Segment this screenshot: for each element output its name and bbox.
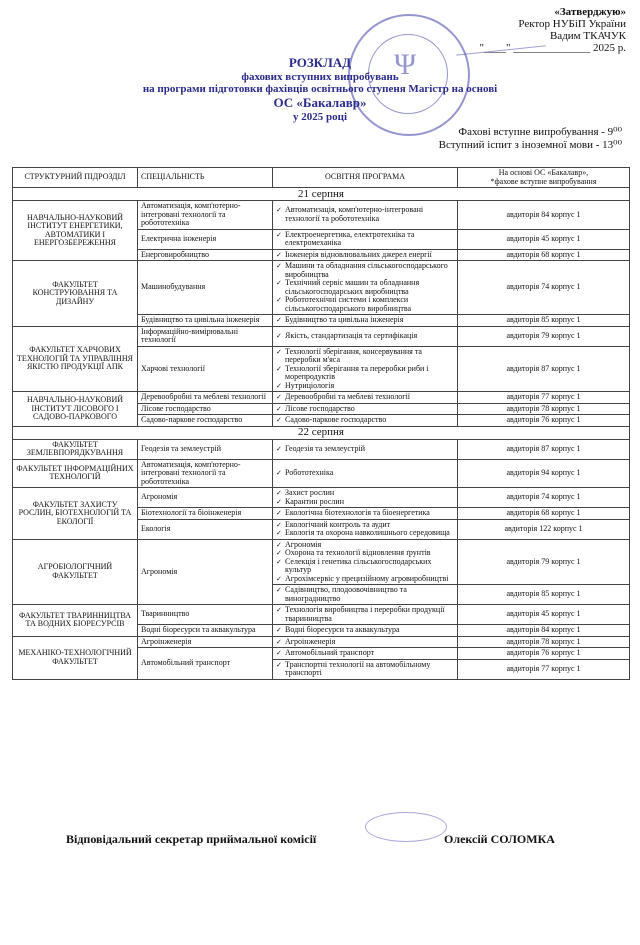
room-cell: авдиторія 68 корпус 1 (458, 249, 630, 261)
header-room-line1: На основі ОС «Бакалавр», (498, 168, 589, 177)
program-item: ✓ Охорона та технології відновлення ґрунтів (276, 549, 454, 558)
table-row (13, 488, 630, 508)
specialty-cell: Харчові технології (138, 346, 273, 392)
date-cell: 22 серпня (13, 426, 630, 439)
program-cell (273, 625, 458, 637)
specialty-cell: Лісове господарство (138, 403, 273, 415)
program-item: ✓ Екологія та охорона навколишнього середовища (276, 529, 454, 538)
trident-icon: Ψ (394, 48, 417, 81)
program-item: ✓ Нутриціологія (276, 382, 454, 391)
department-cell: АГРОБІОЛОГІЧНИЙ ФАКУЛЬТЕТ (13, 539, 138, 605)
schedule-table (12, 167, 630, 680)
program-item: ✓ Інженерія відновлювальних джерел енергії (276, 251, 454, 260)
room-cell: авдиторія 87 корпус 1 (458, 346, 630, 392)
room-cell: авдиторія 76 корпус 1 (458, 648, 630, 660)
room-cell: авдиторія 45 корпус 1 (458, 605, 630, 625)
room-cell: авдиторія 79 корпус 1 (458, 539, 630, 585)
department-cell: ФАКУЛЬТЕТ ЗЕМЛЕВПОРЯДКУВАННЯ (13, 439, 138, 459)
program-item: ✓ Карантин рослин (276, 498, 454, 507)
secretary-title: Відповідальний секретар приймальної комісії (66, 832, 317, 846)
program-cell (273, 636, 458, 648)
program-cell (273, 261, 458, 315)
room-cell: авдиторія 68 корпус 1 (458, 508, 630, 520)
table-row (13, 459, 630, 488)
room-cell: авдиторія 45 корпус 1 (458, 229, 630, 249)
approval-position: Ректор НУБіП України (518, 18, 626, 30)
specialty-cell: Будівництво та цивільна інженерія (138, 315, 273, 327)
title-line-5: у 2025 році (292, 111, 347, 123)
specialty-cell: Електрична інженерія (138, 229, 273, 249)
table-row (13, 636, 630, 648)
program-item: ✓ Автоматизація, комп'ютерно-інтегровані технології та робототехніка (276, 206, 454, 223)
specialty-cell: Машинобудування (138, 261, 273, 315)
room-cell: авдиторія 79 корпус 1 (458, 326, 630, 346)
approval-heading: «Затверджую» (554, 6, 626, 18)
room-cell: авдиторія 74 корпус 1 (458, 488, 630, 508)
room-cell: авдиторія 94 корпус 1 (458, 459, 630, 488)
program-cell (273, 249, 458, 261)
room-cell: авдиторія 122 корпус 1 (458, 519, 630, 539)
program-cell (273, 519, 458, 539)
program-cell (273, 201, 458, 230)
program-item: ✓ Агрономія (276, 541, 454, 550)
specialty-cell: Автоматизація, комп'ютерно-інтегровані технології та робототехніка (138, 459, 273, 488)
approval-name: Вадим ТКАЧУК (549, 30, 626, 42)
program-item: ✓ Деревообробні та меблеві технології (276, 393, 454, 402)
program-item: ✓ Захист рослин (276, 489, 454, 498)
program-item: ✓ Водні біоресурси та аквакультура (276, 626, 454, 635)
department-cell: НАВЧАЛЬНО-НАУКОВИЙ ІНСТИТУТ ЕНЕРГЕТИКИ, АВТОМАТИКИ І ЕНЕРГОЗБЕРЕЖЕННЯ (13, 201, 138, 261)
specialty-cell: Енерговиробництво (138, 249, 273, 261)
date-row (13, 426, 630, 439)
document-title (0, 55, 640, 123)
room-cell: авдиторія 76 корпус 1 (458, 415, 630, 427)
date-row (13, 188, 630, 201)
room-cell: авдиторія 84 корпус 1 (458, 625, 630, 637)
program-item: ✓ Агрохімсервіс у прецизійному агровиробництві (276, 575, 454, 584)
time-language: Вступний іспит з іноземної мови - 13⁰⁰ (438, 139, 622, 151)
room-cell: авдиторія 87 корпус 1 (458, 439, 630, 459)
specialty-cell: Автомобільний транспорт (138, 648, 273, 680)
program-item: ✓ Агроінженерія (276, 638, 454, 647)
department-cell: ФАКУЛЬТЕТ ТВАРИННИЦТВА ТА ВОДНИХ БІОРЕСУРСІВ (13, 605, 138, 637)
department-cell: ФАКУЛЬТЕТ ХАРЧОВИХ ТЕХНОЛОГІЙ ТА УПРАВЛІННЯ ЯКІСТЮ ПРОДУКЦІЇ АПК (13, 326, 138, 392)
header-specialty: СПЕЦІАЛЬНІСТЬ (138, 168, 273, 188)
specialty-cell: Екологія (138, 519, 273, 539)
program-cell (273, 508, 458, 520)
program-cell (273, 392, 458, 404)
room-cell: авдиторія 77 корпус 1 (458, 659, 630, 679)
approval-date: "____" ______________ 2025 р. (479, 42, 626, 54)
program-cell (273, 648, 458, 660)
program-cell (273, 229, 458, 249)
program-item: ✓ Екологічний контроль та аудит (276, 521, 454, 530)
program-item: ✓ Лісове господарство (276, 405, 454, 414)
program-cell (273, 488, 458, 508)
specialty-cell: Деревообробні та меблеві технології (138, 392, 273, 404)
header-program: ОСВІТНЯ ПРОГРАМА (273, 168, 458, 188)
specialty-cell: Садово-паркове господарство (138, 415, 273, 427)
program-cell (273, 415, 458, 427)
room-cell: авдиторія 74 корпус 1 (458, 261, 630, 315)
title-line-3: на програми підготовки фахівців освітнього ступеня Магістр на основі (142, 83, 498, 95)
table-row (13, 539, 630, 585)
specialty-cell: Інформаційно-вимірювальні технології (138, 326, 273, 346)
specialty-cell: Біотехнології та біоінженерія (138, 508, 273, 520)
program-item: ✓ Технічний сервіс машин та обладнання сільськогосподарських виробництва (276, 279, 454, 296)
program-item: ✓ Транспортні технології на автомобільному транспорті (276, 661, 454, 678)
secretary-name: Олексій СОЛОМКА (444, 832, 555, 846)
program-item: ✓ Садово-паркове господарство (276, 416, 454, 425)
program-item: ✓ Машини та обладнання сільськогосподарського виробництва (276, 262, 454, 279)
program-cell (273, 315, 458, 327)
program-item: ✓ Робототехнічні системи і комплекси сільськогосподарського виробництва (276, 296, 454, 313)
room-cell: авдиторія 78 корпус 1 (458, 636, 630, 648)
table-row (13, 605, 630, 625)
table-row (13, 326, 630, 346)
department-cell: НАВЧАЛЬНО-НАУКОВИЙ ІНСТИТУТ ЛІСОВОГО І САДОВО-ПАРКОВОГО (13, 392, 138, 427)
room-cell: авдиторія 78 корпус 1 (458, 403, 630, 415)
secretary-signature (365, 812, 447, 842)
program-cell (273, 439, 458, 459)
department-cell: ФАКУЛЬТЕТ КОНСТРУЮВАННЯ ТА ДИЗАЙНУ (13, 261, 138, 327)
program-item: ✓ Екологічна біотехнологія та біоенергетика (276, 509, 454, 518)
header-room-line2: *фахове вступне випробування (490, 176, 597, 186)
program-item: ✓ Технології зберігання, консервування та переробки м'яса (276, 348, 454, 365)
program-item: ✓ Садівництво, плодоовочівництво та виноградництво (276, 586, 454, 603)
specialty-cell: Тваринництво (138, 605, 273, 625)
specialty-cell: Агроінженерія (138, 636, 273, 648)
specialty-cell: Агрономія (138, 539, 273, 605)
specialty-cell: Автоматизація, комп'ютерно-інтегровані технології та робототехніка (138, 201, 273, 230)
room-cell: авдиторія 84 корпус 1 (458, 201, 630, 230)
date-cell: 21 серпня (13, 188, 630, 201)
program-item: ✓ Технології зберігання та переробки риби і морепродуктів (276, 365, 454, 382)
title-line-2: фахових вступних випробувань (241, 71, 399, 83)
title-main: РОЗКЛАД (288, 55, 352, 70)
room-cell: авдиторія 85 корпус 1 (458, 585, 630, 605)
table-header-row (13, 168, 630, 188)
program-item: ✓ Будівництво та цивільна інженерія (276, 316, 454, 325)
exam-times (439, 126, 622, 152)
room-cell: авдиторія 85 корпус 1 (458, 315, 630, 327)
title-line-4: ОС «Бакалавр» (273, 95, 367, 110)
specialty-cell: Агрономія (138, 488, 273, 508)
table-row (13, 201, 630, 230)
program-item: ✓ Електроенергетика, електротехніка та електромеханіка (276, 231, 454, 248)
program-item: ✓ Технологія виробництва і переробки продукції тваринництва (276, 606, 454, 623)
time-professional: Фахові вступне випробування - 9⁰⁰ (458, 126, 622, 138)
program-item: ✓ Робототехніка (276, 469, 454, 478)
specialty-cell: Водні біоресурси та аквакультура (138, 625, 273, 637)
program-cell (273, 403, 458, 415)
program-cell (273, 585, 458, 605)
program-cell (273, 605, 458, 625)
program-cell (273, 659, 458, 679)
header-room (458, 168, 630, 188)
room-cell: авдиторія 77 корпус 1 (458, 392, 630, 404)
program-item: ✓ Селекція і генетика сільськогосподарських культур (276, 558, 454, 575)
department-cell: МЕХАНІКО-ТЕХНОЛОГІЧНИЙ ФАКУЛЬТЕТ (13, 636, 138, 679)
program-item: ✓ Якість, стандартизація та сертифікація (276, 332, 454, 341)
table-row (13, 261, 630, 315)
header-department: СТРУКТУРНИЙ ПІДРОЗДІЛ (13, 168, 138, 188)
program-cell (273, 459, 458, 488)
program-cell (273, 539, 458, 585)
table-row (13, 439, 630, 459)
specialty-cell: Геодезія та землеустрій (138, 439, 273, 459)
program-cell (273, 346, 458, 392)
table-row (13, 392, 630, 404)
program-cell (273, 326, 458, 346)
department-cell: ФАКУЛЬТЕТ ІНФОРМАЦІЙНИХ ТЕХНОЛОГІЙ (13, 459, 138, 488)
program-item: ✓ Автомобільний транспорт (276, 649, 454, 658)
department-cell: ФАКУЛЬТЕТ ЗАХИСТУ РОСЛИН, БІОТЕХНОЛОГІЙ ТА ЕКОЛОГІЇ (13, 488, 138, 540)
program-item: ✓ Геодезія та землеустрій (276, 445, 454, 454)
